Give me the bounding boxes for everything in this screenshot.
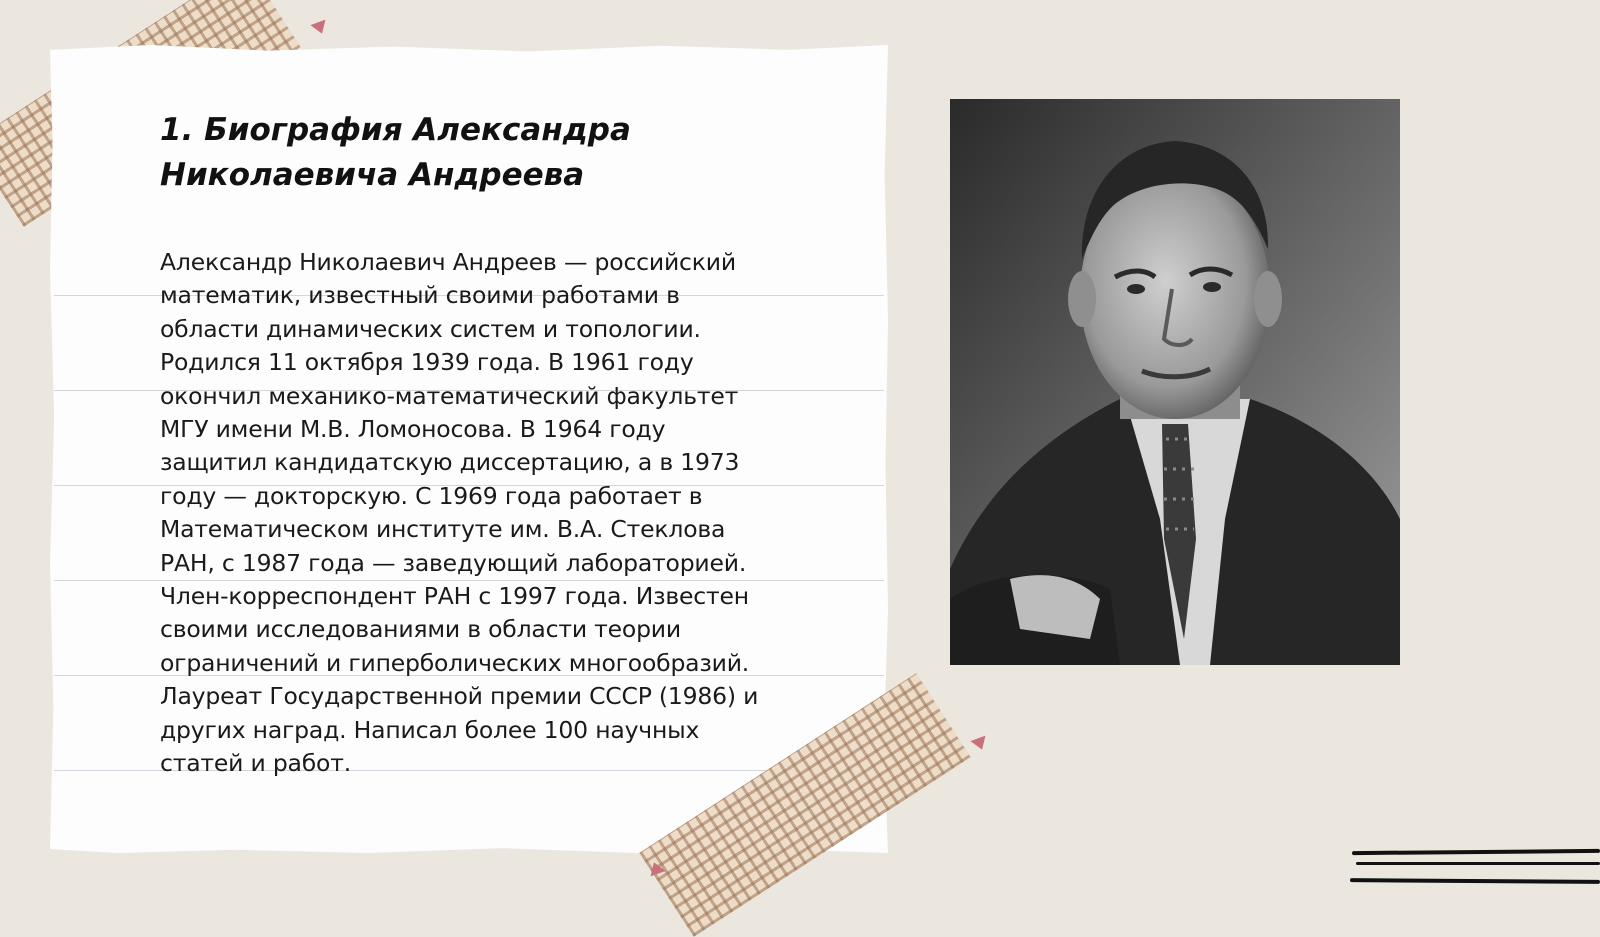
- biography-text: [160, 246, 880, 781]
- decor-stroke: [1356, 862, 1600, 865]
- tape-tip: [970, 736, 989, 753]
- bio-line: Родился 11 октября 1939 года. В 1961 году: [160, 348, 694, 377]
- bio-line: области динамических систем и топологии.: [160, 314, 701, 343]
- decor-stroke: [1352, 849, 1600, 855]
- slide-title: [160, 108, 860, 198]
- bio-line: МГУ имени М.В. Ломоносова. В 1964 году: [160, 415, 666, 444]
- portrait-photo: [950, 99, 1400, 665]
- bio-line: окончил механико-математический факультет: [160, 381, 739, 410]
- bio-line: других наград. Написал более 100 научных: [160, 715, 700, 744]
- bio-line: статей и работ.: [160, 749, 351, 778]
- bio-line: математик, известный своими работами в: [160, 281, 680, 310]
- title-line: 1. Биография Александра: [160, 112, 631, 148]
- bio-line: Лауреат Государственной премии СССР (1986) и: [160, 682, 759, 711]
- bio-line: своими исследованиями в области теории: [160, 615, 681, 644]
- decor-stroke: [1350, 878, 1600, 884]
- bio-line: РАН, с 1987 года — заведующий лабораторией.: [160, 548, 747, 577]
- portrait-illustration: [950, 99, 1400, 665]
- bio-line: ограничений и гиперболических многообразий.: [160, 648, 750, 677]
- bio-line: Член-корреспондент РАН с 1997 года. Известен: [160, 582, 749, 611]
- title-line: Николаевича Андреева: [160, 157, 585, 193]
- bio-line: защитил кандидатскую диссертацию, а в 1973: [160, 448, 740, 477]
- bio-line: Александр Николаевич Андреев — российский: [160, 248, 736, 276]
- bio-line: году — докторскую. С 1969 года работает в: [160, 481, 703, 510]
- tape-tip: [310, 20, 329, 37]
- bio-line: Математическом институте им. В.А. Стеклова: [160, 515, 726, 544]
